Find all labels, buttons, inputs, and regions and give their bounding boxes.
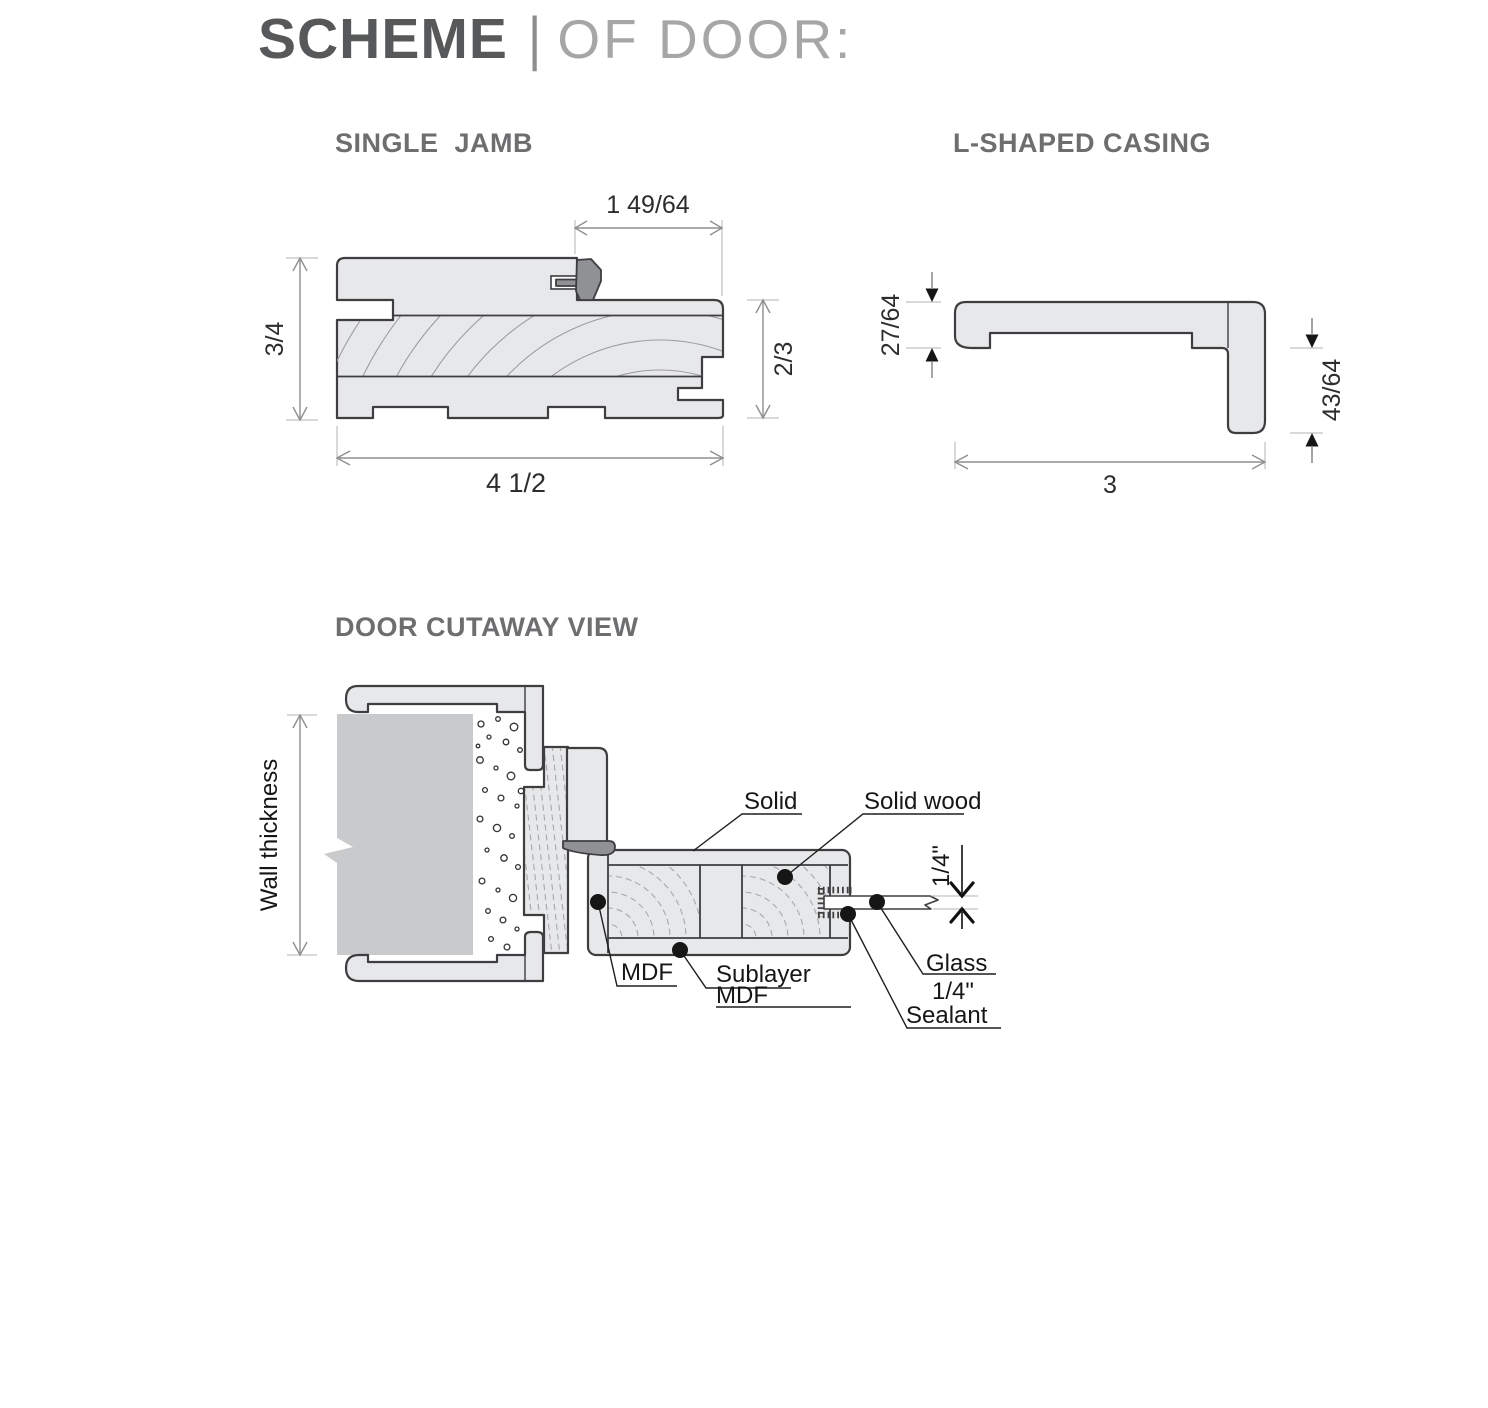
label-solid: Solid bbox=[744, 788, 798, 815]
jamb-profile bbox=[337, 258, 723, 418]
dimension-casing-right bbox=[1290, 318, 1346, 463]
dimension-jamb-left bbox=[261, 258, 318, 420]
dimension-casing-bottom bbox=[955, 442, 1265, 499]
callout-dot bbox=[777, 869, 793, 885]
label-glass-size: 1/4" bbox=[932, 978, 974, 1005]
cutaway-diagram bbox=[256, 686, 1001, 1048]
dimension-casing-left bbox=[877, 272, 941, 378]
label-sealant: Sealant bbox=[906, 1002, 988, 1029]
glass-dim-value: 1/4" bbox=[928, 845, 955, 887]
dim-value-jamb-left: 3/4 bbox=[261, 321, 289, 357]
dim-value-casing-left: 27/64 bbox=[877, 293, 905, 357]
door-jamb-board bbox=[524, 747, 568, 953]
section-title-l-shaped-casing: L-SHAPED CASING bbox=[953, 128, 1212, 158]
l-casing-diagram bbox=[877, 272, 1346, 499]
title-divider: | bbox=[527, 5, 542, 73]
dimension-jamb-right bbox=[747, 300, 798, 418]
dim-value-jamb-bottom: 4 1/2 bbox=[485, 468, 547, 498]
callout-dot bbox=[840, 906, 856, 922]
callout-dot bbox=[590, 894, 606, 910]
dim-value-casing-bottom: 3 bbox=[1103, 471, 1117, 499]
label-sublayer-mdf: MDF bbox=[716, 982, 768, 1009]
dimension-glass bbox=[928, 845, 973, 929]
hinge bbox=[563, 841, 615, 855]
label-glass: Glass bbox=[926, 950, 988, 977]
dim-value-jamb-right: 2/3 bbox=[770, 341, 798, 377]
dim-value-jamb-top: 1 49/64 bbox=[606, 191, 690, 219]
dimension-wall-thickness bbox=[256, 715, 317, 955]
wall-section bbox=[324, 714, 473, 955]
weatherstrip-seal bbox=[576, 259, 601, 300]
page-title-secondary: OF DOOR: bbox=[557, 8, 854, 70]
label-solid-wood: Solid wood bbox=[864, 788, 982, 815]
label-mdf: MDF bbox=[621, 959, 673, 986]
casing-profile bbox=[955, 302, 1265, 433]
page-title-primary: SCHEME bbox=[258, 7, 508, 71]
section-title-door-cutaway: DOOR CUTAWAY VIEW bbox=[335, 612, 639, 642]
wall-thickness-label: Wall thickness bbox=[256, 758, 283, 912]
callout-dot bbox=[672, 942, 688, 958]
foam-bubbles bbox=[476, 717, 524, 950]
door-stop bbox=[567, 748, 607, 843]
dimension-jamb-bottom bbox=[337, 426, 723, 498]
section-title-single-jamb: SINGLE JAMB bbox=[335, 128, 534, 158]
callout-dot bbox=[869, 894, 885, 910]
label-sublayer: Sublayer bbox=[716, 961, 811, 988]
dim-value-casing-right: 43/64 bbox=[1318, 358, 1346, 422]
